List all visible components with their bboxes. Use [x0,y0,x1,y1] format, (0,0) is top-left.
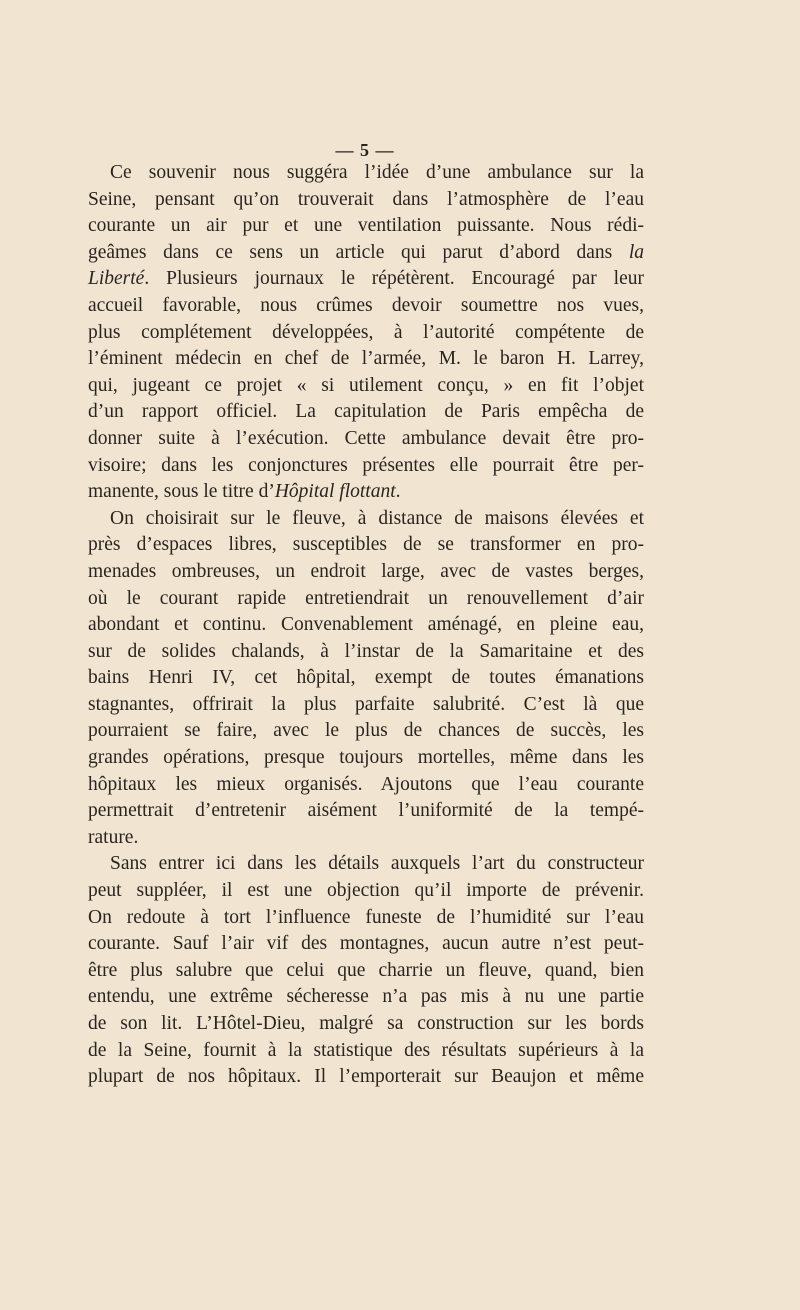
text-segment: l’éminent médecin en chef de l’armée, M. le baron H. Larrey, [88,348,644,370]
text-line [88,506,644,533]
text-line [88,187,644,214]
text-line [88,160,644,187]
text-line [88,878,644,905]
text-line [88,958,644,985]
page-number: — 5 — [335,140,395,160]
text-segment: On redoute à tort l’influence funeste de l’humidité sur l’eau [88,906,644,928]
text-segment: donner suite à l’exécution. Cette ambulance devait être pro- [88,427,644,449]
text-segment: courante un air pur et une ventilation puissante. Nous rédi- [88,215,644,237]
text-line [88,346,644,373]
text-segment: permettrait d’entretenir aisément l’uniformité de la tempé- [88,800,644,822]
text-line [88,745,644,772]
text-line [88,586,644,613]
body-text [88,160,644,1091]
text-line [88,665,644,692]
text-segment: abondant et continu. Convenablement aménagé, en pleine eau, [88,614,644,636]
text-line [88,772,644,799]
text-line [88,984,644,1011]
text-line [88,213,644,240]
text-line [88,479,644,506]
text-segment: geâmes dans ce sens un article qui parut d’abord dans [88,241,629,263]
italic-text: Liberté [88,268,145,290]
text-segment: qui, jugeant ce projet « si utilement conçu, » en fit l’objet [88,374,644,396]
text-line [88,798,644,825]
text-segment: plupart de nos hôpitaux. Il l’emporterait sur Beaujon et même [88,1066,644,1088]
text-segment: pourraient se faire, avec le plus de chances de succès, les [88,720,644,742]
italic-text: Hôpital flottant [274,481,396,503]
text-segment: Sans entrer ici dans les détails auxquels l’art du constructeur [110,853,644,875]
text-line [88,851,644,878]
text-line [88,931,644,958]
text-segment: courante. Sauf l’air vif des montagnes, aucun autre n’est peut- [88,933,644,955]
text-segment: peut suppléer, il est une objection qu’il importe de prévenir. [88,880,644,902]
text-line [88,373,644,400]
text-segment: accueil favorable, nous crûmes devoir soumettre nos vues, [88,294,644,316]
text-line [88,426,644,453]
text-line [88,1038,644,1065]
text-line [88,532,644,559]
text-line [88,692,644,719]
text-segment: bains Henri IV, cet hôpital, exempt de toutes émanations [88,667,644,689]
italic-text: la [628,241,644,263]
text-segment: manente, sous le titre d’ [88,481,275,503]
text-line [88,639,644,666]
text-segment: de la Seine, fournit à la statistique des résultats supérieurs à la [88,1039,644,1061]
text-line [88,453,644,480]
text-line [88,905,644,932]
text-segment: où le courant rapide entretiendrait un renouvellement d’air [88,587,644,609]
text-line [88,293,644,320]
text-segment: Ce souvenir nous suggéra l’idée d’une ambulance sur la [110,162,644,183]
text-line [88,559,644,586]
text-segment: hôpitaux les mieux organisés. Ajoutons que l’eau courante [88,773,644,795]
text-segment: stagnantes, offrirait la plus parfaite salubrité. C’est là que [88,693,644,715]
text-segment: plus complétement développées, à l’autorité compétente de [88,321,644,343]
text-segment: d’un rapport officiel. La capitulation de Paris empêcha de [88,401,644,423]
text-segment: Seine, pensant qu’on trouverait dans l’atmosphère de l’eau [88,188,644,210]
text-segment: . Plusieurs journaux le répétèrent. Encouragé par leur [144,268,644,290]
text-segment: menades ombreuses, un endroit large, avec de vastes berges, [88,560,644,582]
text-segment: près d’espaces libres, susceptibles de se transformer en pro- [88,534,644,556]
text-line [88,825,644,852]
text-line [88,612,644,639]
text-segment: . [395,481,401,503]
text-segment: être plus salubre que celui que charrie un fleuve, quand, bien [88,959,644,981]
text-segment: visoire; dans les conjonctures présentes elle pourrait être per- [88,454,644,476]
text-segment: sur de solides chalands, à l’instar de la Samaritaine et des [88,640,644,662]
text-segment: de son lit. L’Hôtel-Dieu, malgré sa construction sur les bords [88,1013,644,1034]
text-line [88,320,644,347]
text-line [88,266,644,293]
text-line [88,399,644,426]
text-line [88,240,644,267]
text-line [88,1011,644,1038]
text-segment: On choisirait sur le fleuve, à distance de maisons élevées et [110,507,644,529]
text-line [88,718,644,745]
text-segment: entendu, une extrême sécheresse n’a pas mis à nu une partie [88,986,644,1008]
text-segment: grandes opérations, presque toujours mortelles, même dans les [88,747,644,769]
text-segment: rature. [88,826,139,848]
text-line [88,1064,644,1091]
